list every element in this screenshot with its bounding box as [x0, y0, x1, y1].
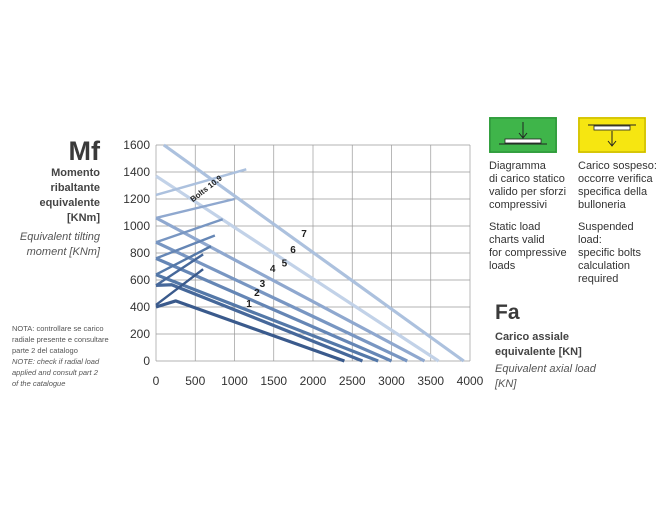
- y-tick-label: 1000: [123, 219, 150, 233]
- x-tick-label: 2000: [299, 374, 327, 388]
- legend-line: loads: [489, 260, 516, 272]
- suspended-load-legend-icon: [578, 117, 646, 153]
- y-tick-label: 800: [129, 246, 150, 260]
- y-label-it-line: Momento: [51, 167, 100, 179]
- y-tick-label: 400: [129, 300, 150, 314]
- legend-line: specific bolts: [578, 247, 641, 259]
- note-line: applied and consult part 2: [12, 368, 98, 377]
- legend-line: calculation: [578, 260, 630, 272]
- x-label-it-line: Carico assiale: [495, 331, 569, 343]
- x-tick-label: 1000: [221, 374, 248, 388]
- y-tick-label: 1400: [123, 165, 150, 179]
- x-axis-label-english: [495, 362, 596, 392]
- y-label-it-line: [KNm]: [67, 212, 100, 224]
- y-label-en-line: moment [KNm]: [26, 246, 100, 258]
- static-load-text-english: [489, 221, 567, 273]
- legend-line: Suspended load:: [578, 221, 634, 246]
- suspended-load-text-english: [578, 221, 660, 286]
- y-tick-label: 1200: [123, 192, 150, 206]
- x-axis-label-italian: [495, 330, 582, 360]
- legend-line: Diagramma: [489, 160, 546, 172]
- y-tick-label: 600: [129, 273, 150, 287]
- legend-line: charts valid: [489, 234, 545, 246]
- legend-line: Carico sospeso:: [578, 160, 657, 172]
- legend-line: for compressive: [489, 247, 567, 259]
- x-axis-symbol: Fa: [495, 301, 520, 324]
- bolts-grade-label: Bolts 10.9: [188, 173, 224, 204]
- x-tick-label: 4000: [456, 374, 484, 388]
- x-tick-label: 2500: [338, 374, 366, 388]
- static-load-text-italian: [489, 160, 566, 212]
- legend-line: Static load: [489, 221, 541, 233]
- legend-line: compressivi: [489, 199, 548, 211]
- y-axis-symbol: Mf: [68, 136, 100, 166]
- legend-line: specifica della: [578, 186, 648, 198]
- y-label-it-line: ribaltante: [50, 182, 100, 194]
- note-line: parte 2 del catalogo: [12, 346, 78, 355]
- x-tick-label: 0: [152, 374, 160, 388]
- series-label: 4: [269, 263, 276, 275]
- y-label-en-line: Equivalent tilting: [19, 231, 100, 243]
- x-tick-label: 1500: [260, 374, 288, 388]
- x-tick-label: 3000: [378, 374, 405, 388]
- note-line: radiale presente e consultare: [12, 335, 109, 344]
- suspended-load-text-italian: [578, 160, 657, 212]
- x-label-en-line: [KN]: [495, 378, 517, 390]
- x-label-en-line: Equivalent axial load: [495, 363, 596, 375]
- note-line: of the catalogue: [12, 379, 66, 388]
- y-tick-label: 200: [129, 327, 150, 341]
- series-label: 3: [259, 278, 266, 290]
- legend-line: occorre verifica: [578, 173, 653, 185]
- legend-line: required: [578, 273, 619, 285]
- series-label: 5: [281, 258, 288, 270]
- y-tick-label: 1600: [123, 138, 150, 152]
- x-tick-label: 3500: [417, 374, 445, 388]
- y-label-it-line: equivalente: [39, 197, 100, 209]
- note-line: NOTA: controllare se carico: [12, 324, 104, 333]
- x-tick-label: 500: [185, 374, 206, 388]
- static-load-legend-icon: [489, 117, 557, 153]
- series-label: 6: [290, 245, 296, 256]
- series-label: 1: [246, 299, 252, 310]
- x-label-it-line: equivalente [KN]: [495, 346, 582, 358]
- legend-line: valido per sforzi: [489, 186, 567, 198]
- series-label: 7: [301, 228, 307, 240]
- note-line: NOTE: check if radial load: [12, 357, 100, 366]
- series-label: 2: [254, 288, 260, 300]
- legend-line: bulloneria: [578, 199, 626, 211]
- y-tick-label: 0: [143, 354, 150, 368]
- bolts-line-1: [156, 269, 203, 305]
- legend-line: di carico statico: [489, 173, 565, 185]
